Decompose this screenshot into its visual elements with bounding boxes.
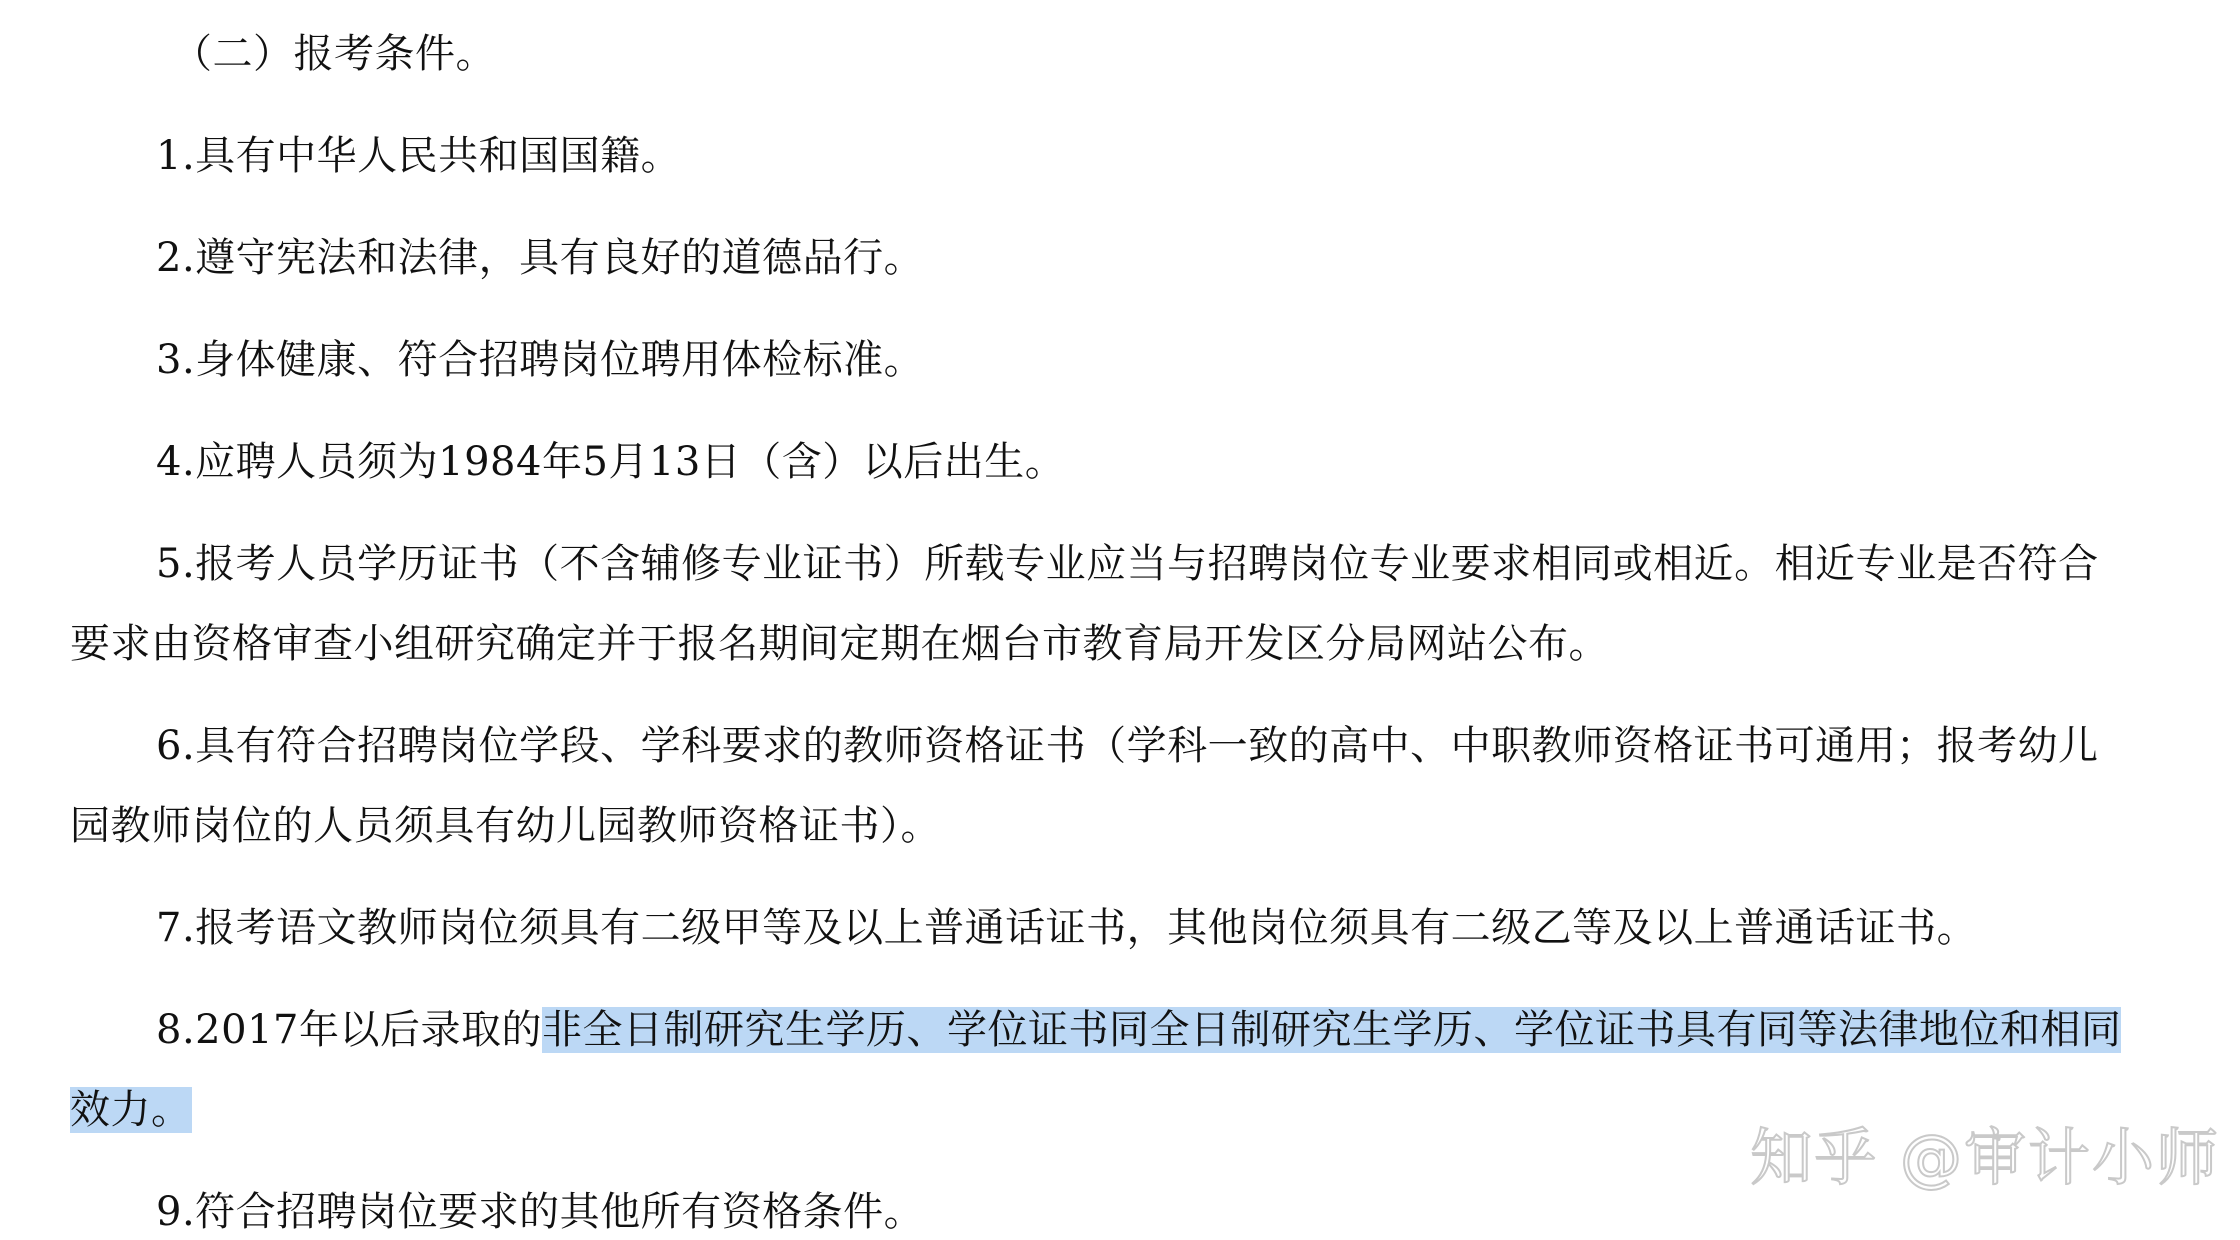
list-item-7: 7.报考语文教师岗位须具有二级甲等及以上普通话证书，其他岗位须具有二级乙等及以上普通话证书。 bbox=[156, 905, 1978, 951]
list-item-8-line-1 bbox=[156, 1002, 2121, 1058]
list-item-1: 1.具有中华人民共和国国籍。 bbox=[156, 133, 682, 179]
list-item-4: 4.应聘人员须为1984年5月13日（含）以后出生。 bbox=[156, 439, 1066, 485]
list-item-6-line-1: 6.具有符合招聘岗位学段、学科要求的教师资格证书（学科一致的高中、中职教师资格证书可通用；报考幼儿 bbox=[156, 723, 2099, 769]
list-item-9: 9.符合招聘岗位要求的其他所有资格条件。 bbox=[156, 1189, 925, 1235]
list-item-8-line-2 bbox=[70, 1082, 192, 1138]
zhihu-watermark: 知乎 @审计小师 bbox=[1750, 1121, 2220, 1194]
list-item-2: 2.遵守宪法和法律，具有良好的道德品行。 bbox=[156, 235, 925, 281]
selected-text-highlight-2[interactable]: 效力。 bbox=[70, 1087, 192, 1133]
list-item-6-line-2: 园教师岗位的人员须具有幼儿园教师资格证书）。 bbox=[70, 803, 941, 849]
list-item-5-line-2: 要求由资格审查小组研究确定并于报名期间定期在烟台市教育局开发区分局网站公布。 bbox=[70, 621, 1609, 667]
list-item-3: 3.身体健康、符合招聘岗位聘用体检标准。 bbox=[156, 337, 925, 383]
selected-text-highlight-1[interactable]: 非全日制研究生学历、学位证书同全日制研究生学历、学位证书具有同等法律地位和相同 bbox=[541, 1007, 2122, 1053]
section-heading: （二）报考条件。 bbox=[172, 31, 496, 77]
list-item-5-line-1: 5.报考人员学历证书（不含辅修专业证书）所载专业应当与招聘岗位专业要求相同或相近。相近专业是否符合 bbox=[156, 541, 2099, 587]
list-item-8-prefix: 8.2017年以后录取的 bbox=[156, 1007, 542, 1053]
